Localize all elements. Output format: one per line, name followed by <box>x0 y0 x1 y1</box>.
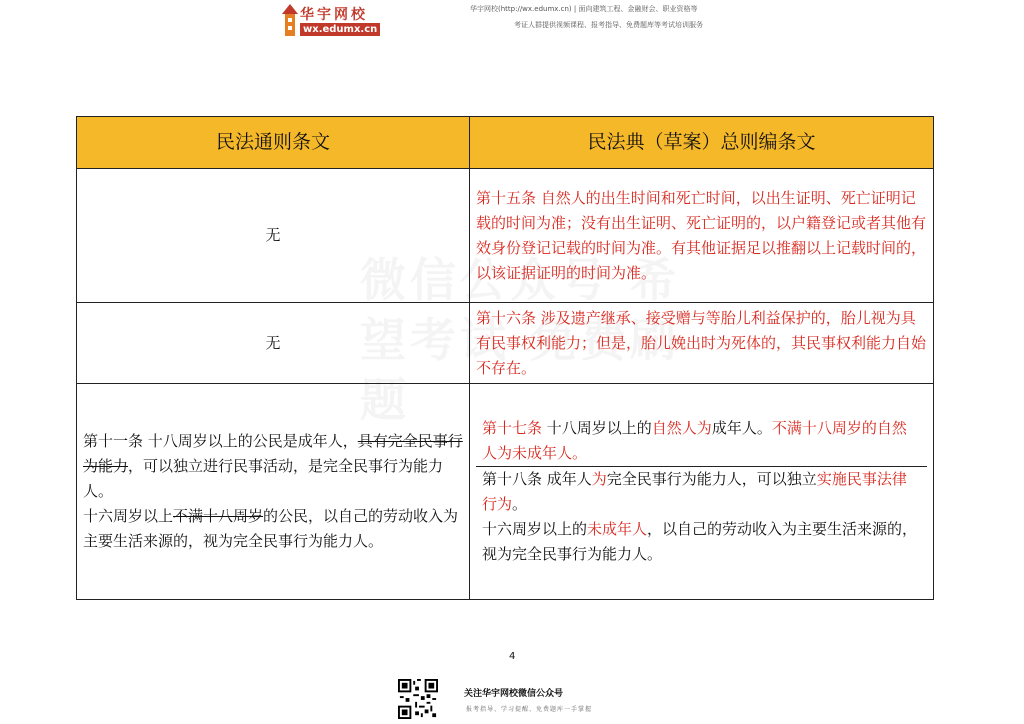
article-17: 第十七条 十八周岁以上的自然人为成年人。不满十八周岁的自然人为未成年人。 <box>476 416 927 467</box>
qr-code-icon[interactable] <box>398 679 438 719</box>
cell-old-article: 无 <box>77 303 470 384</box>
logo-url: wx.edumx.cn <box>300 23 380 36</box>
logo-tower-icon <box>282 4 298 36</box>
footer-subtitle: 报考指导、学习提醒、免费题库一手掌握 <box>466 706 593 713</box>
table-row <box>77 169 934 303</box>
cell-old-article <box>77 384 470 600</box>
table-header-row <box>77 117 934 169</box>
column-header-general-principles: 民法通则条文 <box>77 117 470 169</box>
article-11-paragraph-1: 第十一条 十八周岁以上的公民是成年人，具有完全民事行为能力，可以独立进行民事活动，是完全民事行为能力人。 <box>83 432 463 500</box>
site-logo[interactable] <box>282 4 378 40</box>
deleted-text: 具有完全民事行为能力 <box>83 432 463 475</box>
page-number: 4 <box>509 651 516 662</box>
cell-new-article: 第十五条 自然人的出生时间和死亡时间，以出生证明、死亡证明记载的时间为准；没有出生证明、死亡证明的，以户籍登记或者其他有效身份登记记载的时间为准。有其他证据足以推翻以上记载时间的，以该证据证明的时间为准。 <box>470 169 934 303</box>
comparison-table <box>76 116 934 600</box>
cell-new-article <box>470 384 934 600</box>
column-header-civil-code: 民法典（草案）总则编条文 <box>470 117 934 169</box>
article-11-paragraph-2: 十六周岁以上不满十八周岁的公民，以自己的劳动收入为主要生活来源的，视为完全民事行为能力人。 <box>83 507 459 550</box>
header-line-2: 考证人群提供视频课程、报考指导、免费题库等考试培训服务 <box>514 21 703 29</box>
logo-title: 华宇网校 <box>300 7 368 23</box>
table-row <box>77 384 934 600</box>
header-line-1: 华宇网校(http://wx.edumx.cn) | 面向建筑工程、金融财会、职业资格等 <box>470 5 698 13</box>
cell-old-article: 无 <box>77 169 470 303</box>
cell-new-article: 第十六条 涉及遗产继承、接受赠与等胎儿利益保护的，胎儿视为具有民事权利能力；但是，胎儿娩出时为死体的，其民事权利能力自始不存在。 <box>470 303 934 384</box>
deleted-text: 不满十八周岁 <box>173 507 264 525</box>
article-18: 第十八条 成年人为完全民事行为能力人，可以独立实施民事法律行为。 十六周岁以上的未成年人，以自己的劳动收入为主要生活来源的，视为完全民事行为能力人。 <box>482 470 918 563</box>
table-row <box>77 303 934 384</box>
footer-title: 关注华宇网校微信公众号 <box>464 689 564 699</box>
